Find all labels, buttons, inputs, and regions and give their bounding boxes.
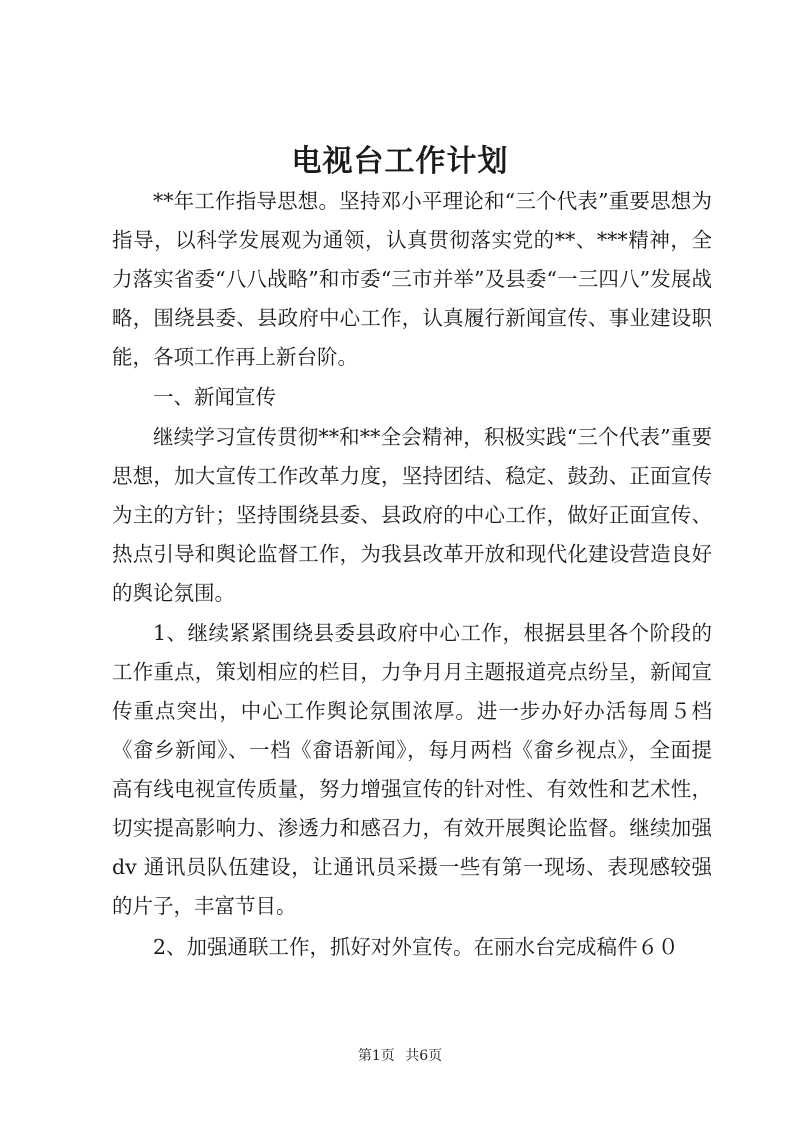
document-body [112, 182, 712, 967]
paragraph-news-publicity: 继续学习宣传贯彻**和**全会精神，积极实践“三个代表”重要思想，加大宣传工作改革力度，坚持团结、稳定、鼓劲、正面宣传为主的方针；坚持围绕县委、县政府的中心工作，做好正面宣传、热点引导和舆论监督工作，为我县改革开放和现代化建设营造良好的舆论氛围。 [112, 425, 712, 605]
page-total: 共6页 [405, 1048, 443, 1064]
page-number: 第1页 [357, 1048, 395, 1064]
document-title: 电视台工作计划 [291, 144, 509, 179]
paragraph-item-2: 2、加强通联工作，抓好对外宣传。在丽水台完成稿件６０ [153, 935, 679, 959]
paragraph-guiding-thought: **年工作指导思想。坚持邓小平理论和“三个代表”重要思想为指导，以科学发展观为通领，认真贯彻落实党的**、***精神，全力落实省委“八八战略”和市委“三市并举”及县委“一三四八”发展战略，围绕县委、县政府中心工作，认真履行新闻宣传、事业建设职能，各项工作再上新台阶。 [112, 189, 712, 369]
page-footer [0, 1046, 800, 1066]
section-heading-news-publicity: 一、新闻宣传 [153, 385, 276, 409]
paragraph-item-1: 1、继续紧紧围绕县委县政府中心工作，根据县里各个阶段的工作重点，策划相应的栏目，力争月月主题报道亮点纷呈，新闻宣传重点突出，中心工作舆论氛围浓厚。进一步办好办活每周５档《畲乡新闻》、一档《畲语新闻》，每月两档《畲乡视点》，全面提高有线电视宣传质量，努力增强宣传的针对性、有效性和艺术性，切实提高影响力、渗透力和感召力，有效开展舆论监督。继续加强 dv 通讯员队伍建设，让通讯员采摄一些有第一现场、表现感较强的片子，丰富节目。 [112, 621, 712, 918]
